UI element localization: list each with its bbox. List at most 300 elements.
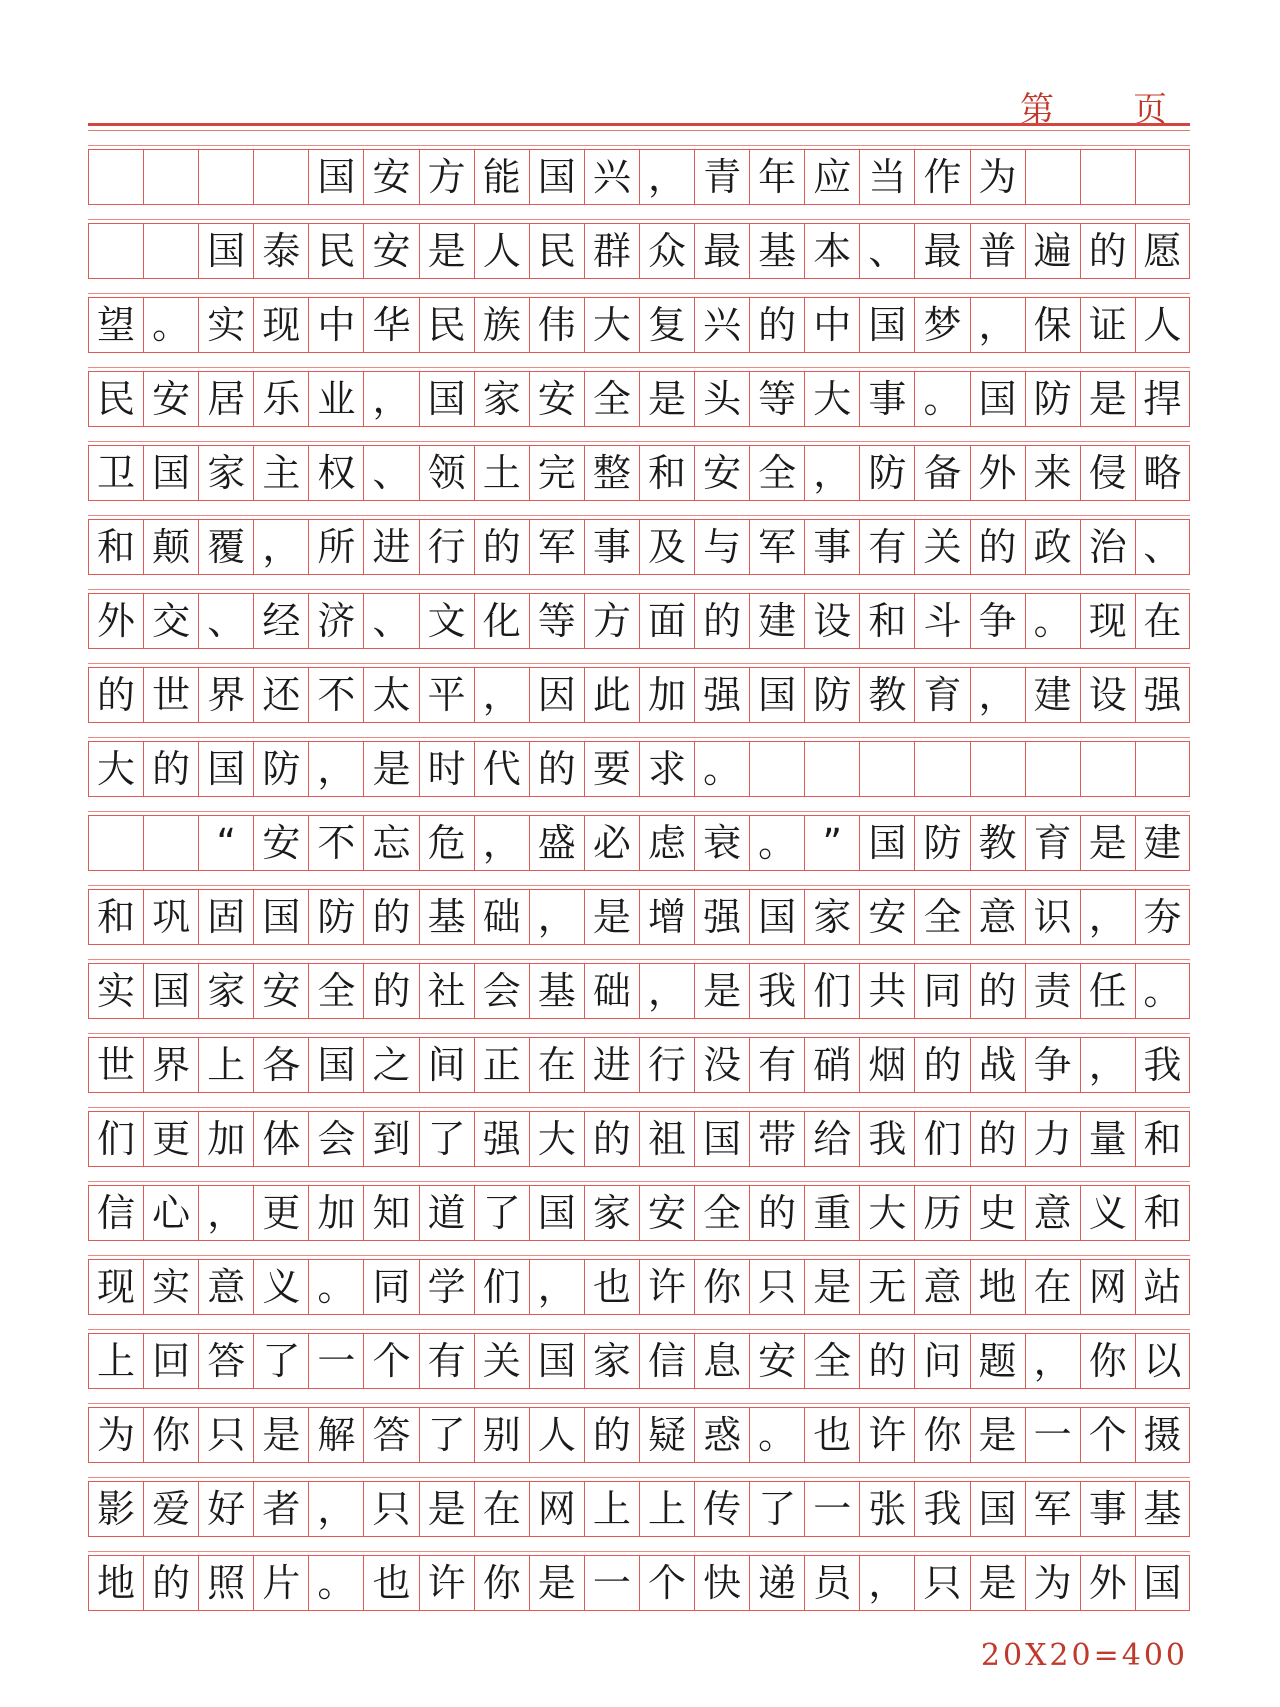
grid-cell: 防 bbox=[914, 815, 969, 871]
grid-cell: 忘 bbox=[363, 815, 418, 871]
grid-cell: 体 bbox=[253, 1111, 308, 1167]
grid-cell: 你 bbox=[694, 1259, 749, 1315]
grid-cell: 伟 bbox=[529, 297, 584, 353]
grid-cell: 本 bbox=[804, 223, 859, 279]
grid-cell bbox=[88, 815, 143, 871]
grid-cell: ” bbox=[804, 815, 859, 871]
grid-cell: 息 bbox=[694, 1333, 749, 1389]
grid-cell: 安 bbox=[859, 889, 914, 945]
grid-cell: 力 bbox=[1025, 1111, 1080, 1167]
grid-cell: 在 bbox=[1135, 593, 1190, 649]
grid-cell: 育 bbox=[914, 667, 969, 723]
grid-cell: 的 bbox=[363, 963, 418, 1019]
grid-cell: 国 bbox=[970, 371, 1025, 427]
grid-cell: 更 bbox=[143, 1111, 198, 1167]
grid-cell: 。 bbox=[1135, 963, 1190, 1019]
grid-cell: 等 bbox=[749, 371, 804, 427]
grid-cell: 化 bbox=[474, 593, 529, 649]
grid-cell: 也 bbox=[584, 1259, 639, 1315]
grid-cell: 上 bbox=[198, 1037, 253, 1093]
grid-cell: 关 bbox=[914, 519, 969, 575]
grid-cell: 安 bbox=[253, 963, 308, 1019]
grid-cell: 国 bbox=[749, 667, 804, 723]
grid-cell: 有 bbox=[749, 1037, 804, 1093]
grid-cell: 危 bbox=[419, 815, 474, 871]
grid-cell: 。 bbox=[143, 297, 198, 353]
grid-cell: 济 bbox=[308, 593, 363, 649]
grid-cell: 现 bbox=[88, 1259, 143, 1315]
grid-cell: 建 bbox=[749, 593, 804, 649]
grid-cell: 安 bbox=[363, 149, 418, 205]
grid-cell: 界 bbox=[198, 667, 253, 723]
grid-cell: 青 bbox=[694, 149, 749, 205]
grid-cell: 重 bbox=[804, 1185, 859, 1241]
grid-cell: 量 bbox=[1080, 1111, 1135, 1167]
grid-cell: 烟 bbox=[859, 1037, 914, 1093]
grid-cell: 国 bbox=[198, 741, 253, 797]
grid-cell: 是 bbox=[970, 1407, 1025, 1463]
page-label-di: 第 bbox=[1020, 90, 1054, 130]
grid-cell: 众 bbox=[639, 223, 694, 279]
grid-cell bbox=[88, 149, 143, 205]
grid-cell: 现 bbox=[1080, 593, 1135, 649]
grid-cell: 人 bbox=[1135, 297, 1190, 353]
grid-row bbox=[88, 223, 1190, 279]
grid-cell: 的 bbox=[749, 297, 804, 353]
grid-row bbox=[88, 1555, 1190, 1611]
grid-cell: 我 bbox=[914, 1481, 969, 1537]
grid-cell bbox=[143, 815, 198, 871]
grid-cell: 的 bbox=[1080, 223, 1135, 279]
grid-cell: 遍 bbox=[1025, 223, 1080, 279]
grid-cell: 衰 bbox=[694, 815, 749, 871]
grid-cell: 文 bbox=[419, 593, 474, 649]
grid-cell: 只 bbox=[914, 1555, 969, 1611]
grid-cell: 事 bbox=[1080, 1481, 1135, 1537]
grid-cell: 了 bbox=[253, 1333, 308, 1389]
grid-cell: 回 bbox=[143, 1333, 198, 1389]
grid-cell: 兴 bbox=[584, 149, 639, 205]
grid-cell: 道 bbox=[419, 1185, 474, 1241]
grid-cell: 国 bbox=[419, 371, 474, 427]
grid-cell: 外 bbox=[1080, 1555, 1135, 1611]
grid-cell: 给 bbox=[804, 1111, 859, 1167]
grid-cell: 的 bbox=[363, 889, 418, 945]
grid-cell: 国 bbox=[143, 963, 198, 1019]
grid-cell: 的 bbox=[584, 1407, 639, 1463]
grid-cell: 防 bbox=[859, 445, 914, 501]
grid-cell: 在 bbox=[1025, 1259, 1080, 1315]
grid-cell: 是 bbox=[970, 1555, 1025, 1611]
grid-cell: 地 bbox=[970, 1259, 1025, 1315]
grid-cell: 治 bbox=[1080, 519, 1135, 575]
grid-cell: ， bbox=[1080, 889, 1135, 945]
grid-cell: 和 bbox=[1135, 1111, 1190, 1167]
page-label-ye: 页 bbox=[1133, 90, 1167, 130]
grid-cell: 及 bbox=[639, 519, 694, 575]
grid-cell: 。 bbox=[749, 1407, 804, 1463]
grid-cell: 强 bbox=[474, 1111, 529, 1167]
grid-row bbox=[88, 815, 1190, 871]
grid-cell: 基 bbox=[529, 963, 584, 1019]
grid-cell: 整 bbox=[584, 445, 639, 501]
grid-cell: 此 bbox=[584, 667, 639, 723]
grid-cell: 大 bbox=[859, 1185, 914, 1241]
grid-cell: 设 bbox=[1080, 667, 1135, 723]
grid-cell: 的 bbox=[88, 667, 143, 723]
grid-cell: 站 bbox=[1135, 1259, 1190, 1315]
grid-cell: 实 bbox=[88, 963, 143, 1019]
grid-cell: 知 bbox=[363, 1185, 418, 1241]
grid-cell: 网 bbox=[529, 1481, 584, 1537]
grid-cell: 国 bbox=[308, 149, 363, 205]
grid-cell: ， bbox=[308, 1481, 363, 1537]
grid-cell: 最 bbox=[914, 223, 969, 279]
grid-row bbox=[88, 889, 1190, 945]
grid-cell bbox=[1135, 149, 1190, 205]
grid-cell: 更 bbox=[253, 1185, 308, 1241]
grid-cell: 了 bbox=[419, 1407, 474, 1463]
grid-cell: 必 bbox=[584, 815, 639, 871]
grid-cell: 中 bbox=[308, 297, 363, 353]
grid-cell: 安 bbox=[529, 371, 584, 427]
grid-cell: 我 bbox=[1135, 1037, 1190, 1093]
grid-cell: 是 bbox=[1080, 371, 1135, 427]
grid-cell: 历 bbox=[914, 1185, 969, 1241]
grid-cell: 信 bbox=[639, 1333, 694, 1389]
grid-cell: 大 bbox=[88, 741, 143, 797]
grid-cell: 因 bbox=[529, 667, 584, 723]
grid-cell: 梦 bbox=[914, 297, 969, 353]
grid-cell: 责 bbox=[1025, 963, 1080, 1019]
grid-cell: 大 bbox=[804, 371, 859, 427]
grid-cell: 疑 bbox=[639, 1407, 694, 1463]
grid-cell: ， bbox=[804, 445, 859, 501]
grid-cell: 础 bbox=[474, 889, 529, 945]
grid-cell: 础 bbox=[584, 963, 639, 1019]
grid-cell: 覆 bbox=[198, 519, 253, 575]
grid-cell: 许 bbox=[859, 1407, 914, 1463]
grid-cell: 学 bbox=[419, 1259, 474, 1315]
grid-cell: 张 bbox=[859, 1481, 914, 1537]
grid-cell: 主 bbox=[253, 445, 308, 501]
grid-cell: 防 bbox=[804, 667, 859, 723]
grid-cell: 是 bbox=[363, 741, 418, 797]
grid-cell: ， bbox=[1080, 1037, 1135, 1093]
grid-cell: 民 bbox=[419, 297, 474, 353]
grid-cell: 国 bbox=[198, 223, 253, 279]
grid-cell: 。 bbox=[1025, 593, 1080, 649]
grid-cell: 基 bbox=[749, 223, 804, 279]
grid-cell: 会 bbox=[308, 1111, 363, 1167]
grid-cell: 增 bbox=[639, 889, 694, 945]
grid-cell: 一 bbox=[308, 1333, 363, 1389]
grid-cell bbox=[1025, 741, 1080, 797]
grid-cell: 解 bbox=[308, 1407, 363, 1463]
grid-cell: 全 bbox=[749, 445, 804, 501]
grid-cell: 也 bbox=[363, 1555, 418, 1611]
grid-cell: 是 bbox=[529, 1555, 584, 1611]
grid-cell: 许 bbox=[639, 1259, 694, 1315]
grid-cell: 强 bbox=[694, 889, 749, 945]
grid-cell: 们 bbox=[804, 963, 859, 1019]
grid-cell: 实 bbox=[198, 297, 253, 353]
grid-cell bbox=[1025, 149, 1080, 205]
grid-cell: ， bbox=[639, 963, 694, 1019]
grid-row bbox=[88, 667, 1190, 723]
grid-cell: 国 bbox=[694, 1111, 749, 1167]
grid-cell: 同 bbox=[363, 1259, 418, 1315]
grid-cell: 事 bbox=[859, 371, 914, 427]
grid-cell: “ bbox=[198, 815, 253, 871]
grid-cell: 完 bbox=[529, 445, 584, 501]
grid-cell: 地 bbox=[88, 1555, 143, 1611]
grid-cell: 全 bbox=[694, 1185, 749, 1241]
grid-cell: 以 bbox=[1135, 1333, 1190, 1389]
grid-cell: 争 bbox=[1025, 1037, 1080, 1093]
grid-cell: 方 bbox=[419, 149, 474, 205]
grid-cell: 民 bbox=[529, 223, 584, 279]
grid-cell: 基 bbox=[419, 889, 474, 945]
grid-cell: 强 bbox=[1135, 667, 1190, 723]
grid-row bbox=[88, 1481, 1190, 1537]
grid-cell: 斗 bbox=[914, 593, 969, 649]
grid-cell: 教 bbox=[970, 815, 1025, 871]
grid-cell bbox=[143, 223, 198, 279]
grid-cell: ， bbox=[1025, 1333, 1080, 1389]
grid-cell: 育 bbox=[1025, 815, 1080, 871]
grid-cell: 只 bbox=[198, 1407, 253, 1463]
grid-cell: 你 bbox=[143, 1407, 198, 1463]
grid-cell: 事 bbox=[804, 519, 859, 575]
grid-cell: 只 bbox=[363, 1481, 418, 1537]
grid-cell: 是 bbox=[419, 223, 474, 279]
grid-cell: 个 bbox=[1080, 1407, 1135, 1463]
grid-cell: 。 bbox=[308, 1555, 363, 1611]
grid-cell: 军 bbox=[529, 519, 584, 575]
grid-cell: 到 bbox=[363, 1111, 418, 1167]
grid-cell: 作 bbox=[914, 149, 969, 205]
grid-cell: 土 bbox=[474, 445, 529, 501]
grid-cell: 侵 bbox=[1080, 445, 1135, 501]
grid-row bbox=[88, 963, 1190, 1019]
grid-cell: 、 bbox=[859, 223, 914, 279]
grid-cell: 无 bbox=[859, 1259, 914, 1315]
header-rule bbox=[88, 123, 1190, 126]
grid-cell: 家 bbox=[198, 445, 253, 501]
grid-cell: 居 bbox=[198, 371, 253, 427]
grid-cell: 加 bbox=[198, 1111, 253, 1167]
grid-cell: 和 bbox=[88, 519, 143, 575]
grid-row bbox=[88, 1111, 1190, 1167]
grid-cell: 大 bbox=[584, 297, 639, 353]
grid-cell: 建 bbox=[1135, 815, 1190, 871]
grid-cell: ， bbox=[308, 741, 363, 797]
grid-cell: 要 bbox=[584, 741, 639, 797]
grid-cell: 战 bbox=[970, 1037, 1025, 1093]
grid-cell: 事 bbox=[584, 519, 639, 575]
grid-cell: 争 bbox=[970, 593, 1025, 649]
grid-cell: 捍 bbox=[1135, 371, 1190, 427]
grid-cell: 为 bbox=[88, 1407, 143, 1463]
grid-row bbox=[88, 519, 1190, 575]
grid-cell: 不 bbox=[308, 667, 363, 723]
grid-cell: 代 bbox=[474, 741, 529, 797]
grid-cell: 是 bbox=[694, 963, 749, 1019]
grid-cell: ， bbox=[529, 1259, 584, 1315]
grid-cell: 们 bbox=[474, 1259, 529, 1315]
grid-cell: 。 bbox=[914, 371, 969, 427]
grid-cell: ， bbox=[970, 667, 1025, 723]
grid-cell: 年 bbox=[749, 149, 804, 205]
grid-cell: 安 bbox=[639, 1185, 694, 1241]
grid-cell: 群 bbox=[584, 223, 639, 279]
grid-cell: 的 bbox=[970, 963, 1025, 1019]
grid-cell: 意 bbox=[1025, 1185, 1080, 1241]
grid-cell: 面 bbox=[639, 593, 694, 649]
grid-cell: ， bbox=[474, 815, 529, 871]
grid-cell: 所 bbox=[308, 519, 363, 575]
grid-cell: 同 bbox=[914, 963, 969, 1019]
grid-cell: 全 bbox=[308, 963, 363, 1019]
grid-cell: 安 bbox=[363, 223, 418, 279]
grid-cell: 是 bbox=[253, 1407, 308, 1463]
grid-cell: 的 bbox=[474, 519, 529, 575]
grid-row bbox=[88, 1259, 1190, 1315]
grid-cell: 硝 bbox=[804, 1037, 859, 1093]
grid-cell: 个 bbox=[363, 1333, 418, 1389]
grid-cell: 传 bbox=[694, 1481, 749, 1537]
grid-cell: 界 bbox=[143, 1037, 198, 1093]
grid-cell: 。 bbox=[308, 1259, 363, 1315]
grid-row bbox=[88, 297, 1190, 353]
grid-count-label: 20X20=400 bbox=[980, 1638, 1188, 1673]
grid-cell: 时 bbox=[419, 741, 474, 797]
grid-cell: 在 bbox=[529, 1037, 584, 1093]
grid-cell: 人 bbox=[529, 1407, 584, 1463]
grid-cell: 的 bbox=[529, 741, 584, 797]
grid-cell: 一 bbox=[1025, 1407, 1080, 1463]
grid-cell: 没 bbox=[694, 1037, 749, 1093]
grid-cell: 们 bbox=[88, 1111, 143, 1167]
grid-cell: 我 bbox=[859, 1111, 914, 1167]
grid-cell: 之 bbox=[363, 1037, 418, 1093]
grid-cell: ， bbox=[474, 667, 529, 723]
grid-cell: 上 bbox=[88, 1333, 143, 1389]
grid-cell: 一 bbox=[804, 1481, 859, 1537]
grid-cell: 了 bbox=[474, 1185, 529, 1241]
grid-cell: 愿 bbox=[1135, 223, 1190, 279]
grid-row bbox=[88, 1407, 1190, 1463]
grid-cell: 固 bbox=[198, 889, 253, 945]
grid-cell: 的 bbox=[143, 1555, 198, 1611]
grid-cell: 保 bbox=[1025, 297, 1080, 353]
grid-cell: 加 bbox=[639, 667, 694, 723]
grid-cell: 巩 bbox=[143, 889, 198, 945]
grid-cell: 别 bbox=[474, 1407, 529, 1463]
grid-cell: 的 bbox=[694, 593, 749, 649]
grid-cell: 行 bbox=[419, 519, 474, 575]
grid-cell: ， bbox=[529, 889, 584, 945]
grid-cell: 关 bbox=[474, 1333, 529, 1389]
grid-cell: 行 bbox=[639, 1037, 694, 1093]
grid-cell: 防 bbox=[1025, 371, 1080, 427]
grid-cell bbox=[1080, 149, 1135, 205]
grid-cell: 证 bbox=[1080, 297, 1135, 353]
grid-cell: 方 bbox=[584, 593, 639, 649]
grid-cell: 基 bbox=[1135, 1481, 1190, 1537]
grid-cell: 泰 bbox=[253, 223, 308, 279]
grid-cell: ， bbox=[970, 297, 1025, 353]
grid-cell: 复 bbox=[639, 297, 694, 353]
grid-cell: 是 bbox=[1080, 815, 1135, 871]
grid-cell bbox=[749, 741, 804, 797]
grid-cell: ， bbox=[363, 371, 418, 427]
grid-cell: 进 bbox=[363, 519, 418, 575]
grid-cell: 大 bbox=[529, 1111, 584, 1167]
grid-cell: 的 bbox=[143, 741, 198, 797]
grid-cell: 求 bbox=[639, 741, 694, 797]
grid-cell: 的 bbox=[914, 1037, 969, 1093]
grid-row bbox=[88, 1037, 1190, 1093]
grid-cell: 家 bbox=[584, 1185, 639, 1241]
grid-cell: 你 bbox=[474, 1555, 529, 1611]
grid-cell: 实 bbox=[143, 1259, 198, 1315]
grid-cell: 国 bbox=[970, 1481, 1025, 1537]
grid-cell: 略 bbox=[1135, 445, 1190, 501]
grid-cell: 为 bbox=[970, 149, 1025, 205]
grid-cell: 盛 bbox=[529, 815, 584, 871]
grid-cell: 照 bbox=[198, 1555, 253, 1611]
grid-cell: 华 bbox=[363, 297, 418, 353]
grid-cell: 经 bbox=[253, 593, 308, 649]
grid-cell: 族 bbox=[474, 297, 529, 353]
grid-cell: 全 bbox=[804, 1333, 859, 1389]
grid-cell: 好 bbox=[198, 1481, 253, 1537]
grid-cell: 和 bbox=[639, 445, 694, 501]
grid-cell: ， bbox=[639, 149, 694, 205]
grid-cell: 教 bbox=[859, 667, 914, 723]
grid-cell: 带 bbox=[749, 1111, 804, 1167]
grid-cell: 、 bbox=[363, 445, 418, 501]
grid-cell: 家 bbox=[584, 1333, 639, 1389]
grid-cell: 了 bbox=[419, 1111, 474, 1167]
grid-cell: ， bbox=[198, 1185, 253, 1241]
grid-cell: 正 bbox=[474, 1037, 529, 1093]
grid-cell: 国 bbox=[749, 889, 804, 945]
grid-cell: 义 bbox=[1080, 1185, 1135, 1241]
grid-cell: 间 bbox=[419, 1037, 474, 1093]
grid-cell bbox=[914, 741, 969, 797]
grid-cell: 交 bbox=[143, 593, 198, 649]
grid-cell: 安 bbox=[253, 815, 308, 871]
grid-cell: 乐 bbox=[253, 371, 308, 427]
grid-cell: 头 bbox=[694, 371, 749, 427]
grid-cell: 国 bbox=[529, 1185, 584, 1241]
grid-cell: 意 bbox=[198, 1259, 253, 1315]
grid-cell: 权 bbox=[308, 445, 363, 501]
grid-cell: 心 bbox=[143, 1185, 198, 1241]
grid-cell: 应 bbox=[804, 149, 859, 205]
grid-cell: 任 bbox=[1080, 963, 1135, 1019]
grid-cell: 安 bbox=[694, 445, 749, 501]
grid-cell: 国 bbox=[253, 889, 308, 945]
grid-cell: 快 bbox=[694, 1555, 749, 1611]
grid-cell: 防 bbox=[308, 889, 363, 945]
grid-cell: 上 bbox=[584, 1481, 639, 1537]
grid-cell: 有 bbox=[859, 519, 914, 575]
grid-cell: 家 bbox=[804, 889, 859, 945]
